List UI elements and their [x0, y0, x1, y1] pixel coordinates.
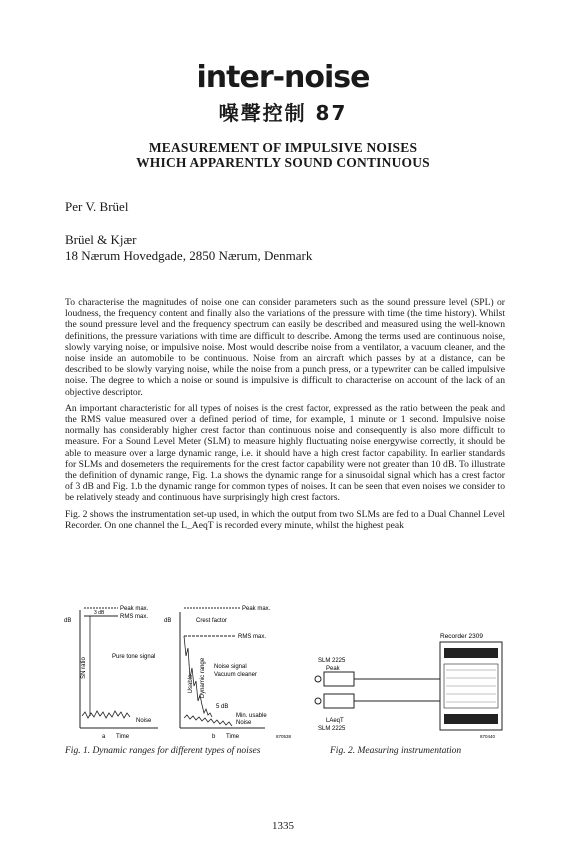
fig2-figure-code: 870440 — [480, 734, 496, 739]
fig1b-rms-label: RMS max. — [238, 634, 267, 640]
fig1a-crest-label: 3 dB — [94, 610, 105, 616]
paragraph-intro: To characterise the magnitudes of noise one can consider parameters such as the sound pressure level (SPL) or loudness, the frequency content and finally also the variations of the pressure with time (the time history). Whilst the sound pressure level and the frequency spectrum can easily be described and measured using the well-known definitions, the pressure variations with time are difficult to describe. Among the terms used are continuous noise, slowly varying noise, or impulsive noise. Most would describe noise from a ventilator, a vacuum cleaner, and the noise inside an automobile to be continuous. Noise from an aircraft which passes by at a distance, can be described to be slowly varying noise, while the noise from a punch press, or a typewriter can be called impulsive noise. The degree to which a noise or sound is impulsive is difficult to characterise on account of the lack of an objective descriptor. — [65, 297, 505, 398]
page-number: 1335 — [272, 820, 294, 832]
fig1b-signal-label: Noise signal — [214, 664, 247, 670]
paper-title-line-1: MEASUREMENT OF IMPULSIVE NOISES — [148, 140, 418, 155]
fig2-slm-top-label: SLM 2225 — [318, 658, 346, 664]
fig1b-source-label: Vacuum cleaner — [214, 672, 257, 678]
fig1b-figure-code: 870538 — [276, 734, 292, 739]
figure-1b-noise-signal — [164, 606, 292, 740]
fig1a-letter: a — [102, 734, 106, 740]
fig1a-time-label: Time — [116, 734, 130, 740]
fig1b-y-unit: dB — [164, 618, 172, 624]
slm-bottom-device — [324, 694, 354, 708]
figure-2-caption: Fig. 2. Measuring instrumentation — [330, 746, 462, 756]
author-name: Per V. Brüel — [65, 199, 129, 214]
fig1a-sn-ratio-label: SN ratio — [81, 657, 87, 679]
fig1b-noise-label: Noise — [236, 720, 252, 726]
conference-logo-subtitle: 噪聲控制 87 — [218, 101, 348, 125]
recorder-top-panel — [444, 648, 498, 658]
fig1b-letter: b — [212, 734, 216, 740]
fig1a-peak-label: Peak max. — [120, 606, 149, 612]
paragraph-fig2-setup: Fig. 2 shows the instrumentation set-up used, in which the output from two SLMs are fed to a Dual Channel Level Recorder. On one channel the L_AeqT is recorded every minute, whilst the highest peak — [65, 508, 505, 531]
figure-2-instrumentation — [310, 630, 510, 742]
fig1b-time-label: Time — [226, 734, 240, 740]
fig1b-usable-label: Usable — [188, 674, 194, 694]
fig1b-peak-label: Peak max. — [242, 606, 271, 612]
fig2-laeq-label: LAeqT — [326, 718, 344, 724]
fig1a-y-unit: dB — [64, 618, 72, 624]
paragraph-crest-factor: An important characteristic for all types of noises is the crest factor, expressed as the ratio between the peak and the RMS value measured over a defined period of time, for example, 1 minute or 1 second. Impulsive noise normally has considerably higher crest factor than continuous noise and consequently is also more difficult to measure. For a Sound Level Meter (SLM) to measure highly fluctuating noise energywise correctly, it should be able to measure over a large dynamic range, i.e. it should have a high crest factor capability. In earlier standards for SLMs and dosemeters the requirements for the crest factor capability were not greater than 10 dB. To illustrate the definition of dynamic range, Fig. 1.a shows the dynamic range for a sinusoidal signal which has a crest factor of 3 dB and Fig. 1.b the dynamic range for common types of noises. It can be seen that even noises we consider to be relatively steady and continuous have surprisingly high crest factors. — [65, 402, 505, 504]
fig1b-crest-label: Crest factor — [196, 618, 228, 624]
figure-1a-pure-tone — [64, 606, 158, 740]
fig1b-min-usable-label: Min. usable — [236, 713, 267, 719]
author-address: 18 Nærum Hovedgade, 2850 Nærum, Denmark — [65, 248, 313, 263]
fig1a-rms-label: RMS max. — [120, 614, 149, 620]
fig2-slm-bottom-label: SLM 2225 — [318, 726, 346, 732]
author-affiliation: Brüel & Kjær — [65, 232, 137, 247]
body-text — [65, 297, 505, 536]
figure-1-dynamic-ranges — [60, 600, 300, 742]
slm-top-device — [324, 672, 354, 686]
fig1a-signal-label: Pure tone signal — [112, 654, 156, 660]
fig1a-noise-label: Noise — [136, 718, 152, 724]
paper-title-line-2: WHICH APPARENTLY SOUND CONTINUOUS — [136, 155, 430, 170]
fig1b-5db-label: 5 dB — [216, 704, 229, 710]
fig1b-dynamic-range-label: Dynamic range — [200, 657, 206, 699]
figure-1-caption: Fig. 1. Dynamic ranges for different types of noises — [65, 746, 261, 756]
fig2-peak-label: Peak — [326, 666, 340, 672]
conference-logo: inter-noise — [196, 60, 370, 95]
fig2-recorder-label: Recorder 2309 — [440, 633, 483, 640]
